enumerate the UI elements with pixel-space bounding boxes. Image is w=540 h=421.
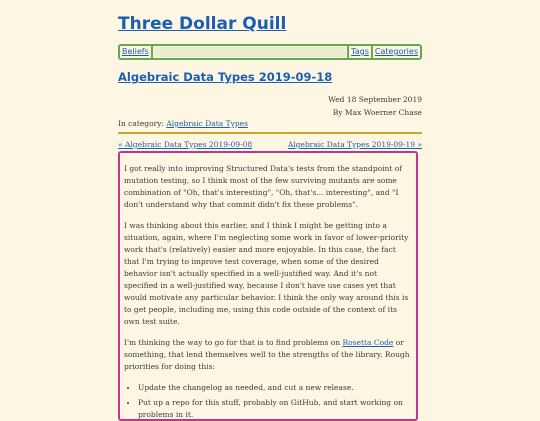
next-post-link[interactable]: Algebraic Data Types 2019-09-19 » [287,140,422,149]
category-prefix: In category: [118,119,167,128]
post-content [118,151,418,421]
rosetta-code-link[interactable]: Rosetta Code [342,338,394,347]
category-link[interactable]: Algebraic Data Types [166,119,248,128]
list-item: • Update the changelog as needed, and cut a new release. [138,382,412,394]
nav-separator [151,46,153,58]
paragraph-text: I'm thinking the way to go for that is to find problems on [124,338,343,347]
search-input[interactable] [154,47,346,57]
paragraph: I was thinking about this earlier, and I think I might be getting into a situation, again, where I'm neglecting some work in favor of lower-priority work that's (relatively) easier and more enjoyable. In this case, the fact that I'm trying to improve test coverage, when some of the desired behavior isn't actually specified in a well-justified way. And it's not specified in a well-justified way, because I don't have use cases yet that would motivate any particular behavior. I think the only way around this is to get people, including me, using this code outside of the context of its own test suite. [124,221,409,326]
nav-beliefs-link[interactable]: Beliefs [122,47,149,56]
nav-categories-link[interactable]: Categories [374,47,418,56]
site-title-link[interactable]: Three Dollar Quill [118,14,287,34]
post-author: By Max Woerner Chase [332,108,422,117]
post-category [118,119,248,128]
previous-post-link[interactable]: « Algebraic Data Types 2019-09-08 [118,140,253,149]
post-title-link[interactable]: Algebraic Data Types 2019-09-18 [118,70,333,84]
list-item: • Put up a repo for this stuff, probably on GitHub, and start working on problems in it. [138,397,412,421]
paragraph: I got really into improving Structured Data's tests from the standpoint of mutation testing, so I think most of the few surviving mutants are some combination of "Oh, that's interesting", "Oh, that's... interesting", and "I don't understand why that commit didn't fix these problems". [124,164,403,209]
post-date: Wed 18 September 2019 [328,95,422,104]
divider [118,132,422,134]
priority-list [124,382,412,421]
paragraph-text: or something, that lend themselves well to the strengths of the library. Rough priorities for doing this: [124,338,410,371]
nav-bar [118,44,422,60]
paragraph [124,337,412,373]
nav-tags-link[interactable]: Tags [351,47,369,56]
